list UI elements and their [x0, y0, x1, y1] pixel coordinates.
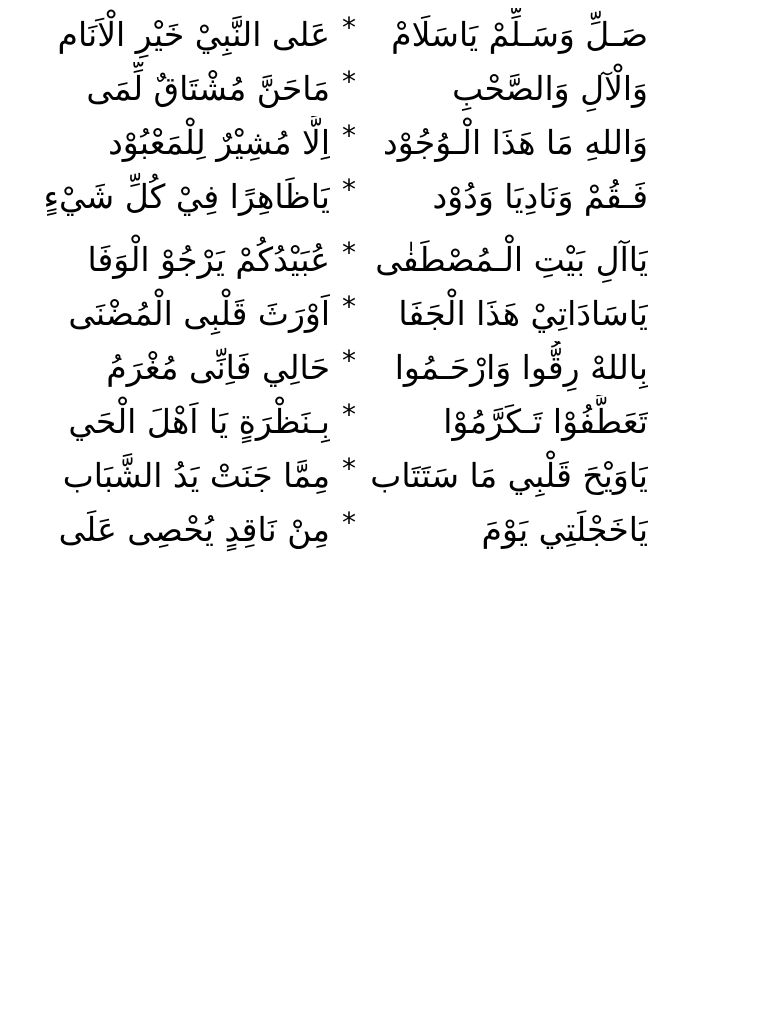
separator-asterisk: * [342, 65, 356, 98]
second-hemistich: مَاحَنَّ مُشْتَاقٌ لِّمَى [86, 69, 330, 108]
separator-asterisk: * [342, 119, 356, 152]
verse-line [0, 170, 768, 233]
verse-line [0, 449, 768, 503]
verse-line [0, 287, 768, 341]
second-hemistich: حَالِي فَاِنِّى مُغْرَمُ [106, 348, 330, 387]
first-hemistich: تَعَطَّفُوْا تَـكَرَّمُوْا [443, 402, 648, 441]
second-hemistich: عَلى النَّبِيْ خَيْرِ الْاَنَام [57, 15, 330, 54]
poem [0, 8, 768, 557]
verse-line [0, 341, 768, 395]
first-hemistich: يَاخَجْلَتِي يَوْمَ [481, 510, 648, 549]
first-hemistich: وَالْآلِ وَالصَّحْبِ [452, 69, 648, 108]
separator-asterisk: * [342, 11, 356, 44]
separator-asterisk: * [342, 506, 356, 539]
second-hemistich: بِـنَظْرَةٍ يَا اَهْلَ الْحَي [68, 402, 330, 441]
second-hemistich: عُبَيْدُكُمْ يَرْجُوْ الْوَفَا [87, 240, 330, 279]
first-hemistich: يَاسَادَاتِيْ هَذَا الْجَفَا [398, 294, 648, 333]
second-hemistich: اِلَّا مُشِيْرٌ لِلْمَعْبُوْد [108, 123, 330, 162]
verse-line [0, 233, 768, 287]
first-hemistich: فَـقُمْ وَنَادِيَا وَدُوْد [432, 177, 648, 216]
separator-asterisk: * [342, 173, 356, 206]
first-hemistich: يَاآلِ بَيْتِ الْـمُصْطَفٰى [375, 240, 648, 279]
first-hemistich: بِاللهْ رِقُّوا وَارْحَـمُوا [394, 348, 648, 387]
verse-line [0, 503, 768, 557]
first-hemistich: صَـلِّ وَسَـلِّمْ يَاسَلَامْ [391, 15, 648, 54]
second-hemistich: مِمَّا جَنَتْ يَدُ الشَّبَاب [62, 456, 330, 495]
separator-asterisk: * [342, 344, 356, 377]
first-hemistich: وَاللهِ مَا هَذَا الْـوُجُوْد [383, 123, 648, 162]
verse-line [0, 62, 768, 116]
second-hemistich: يَاظَاهِرًا فِيْ كُلِّ شَيْءٍ [43, 177, 330, 216]
separator-asterisk: * [342, 452, 356, 485]
second-hemistich: اَوْرَثَ قَلْبِى الْمُضْنَى [68, 294, 330, 333]
separator-asterisk: * [342, 290, 356, 323]
verse-line [0, 395, 768, 449]
separator-asterisk: * [342, 398, 356, 431]
verse-line [0, 8, 768, 62]
verse-line [0, 116, 768, 170]
first-hemistich: يَاوَيْحَ قَلْبِي مَا سَتَتَاب [370, 456, 648, 495]
second-hemistich: مِنْ نَاقِدٍ يُحْصِى عَلَى [58, 510, 330, 549]
separator-asterisk: * [342, 236, 356, 269]
